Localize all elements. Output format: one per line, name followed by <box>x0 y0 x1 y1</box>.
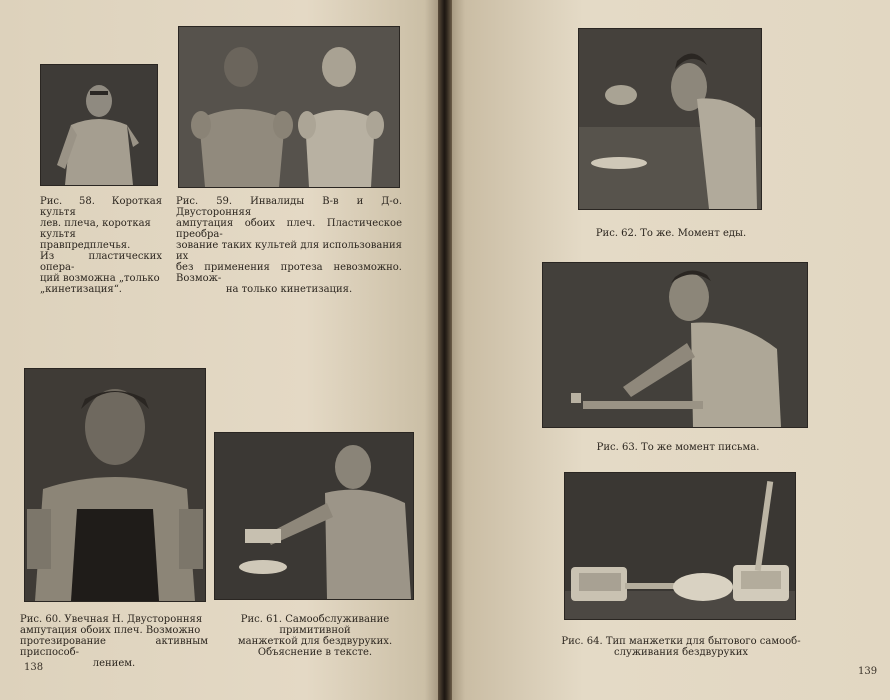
fig59-caption-line: без применения протеза невозможно. Возмож- <box>176 262 402 284</box>
fig61-caption-line: Объяснение в тексте. <box>257 647 373 658</box>
right-page-number: 139 <box>858 666 878 677</box>
fig58-caption-line: ций возможна „только <box>40 273 160 284</box>
fig60-caption-line: лением. <box>92 658 136 669</box>
fig59-caption <box>176 196 402 295</box>
fig61-caption <box>212 614 418 658</box>
fig60-caption-line: ампутация обоих плеч. Возможно <box>20 625 201 636</box>
fig59-caption-line: зование таких культей для использования их <box>176 240 402 262</box>
fig60-caption <box>20 614 208 669</box>
fig61-photo <box>214 432 414 600</box>
fig61-caption-line: манжеткой для бездвуруких. <box>237 636 393 647</box>
fig58-caption <box>40 196 162 295</box>
fig62-caption <box>578 228 764 239</box>
fig58-caption-line: лев. плеча, короткая <box>40 218 151 229</box>
book-gutter <box>438 0 452 700</box>
fig59-caption-line: ампутация обоих плеч. Пластическое преобра- <box>176 218 402 240</box>
fig58-photo <box>40 64 158 186</box>
fig64-photo <box>564 472 796 620</box>
fig63-caption <box>560 442 796 453</box>
fig58-caption-line: „кинетизация“. <box>40 284 122 295</box>
fig59-caption-line: Рис. 59. Инвалиды В-в и Д-о. Двусторонняя <box>176 196 402 218</box>
fig61-caption-line: Рис. 61. Самообслуживание примитивной <box>240 614 390 636</box>
fig58-caption-line: культя правпредплечья. <box>40 229 131 251</box>
fig64-caption <box>556 636 806 658</box>
fig62-photo <box>578 28 762 210</box>
fig59-caption-line: на только кинетизация. <box>225 284 353 295</box>
fig58-caption-line: Из пластических опера- <box>40 251 162 273</box>
fig64-caption-line: служивания бездвуруких <box>613 647 748 658</box>
fig60-photo <box>24 368 206 602</box>
left-page-number: 138 <box>24 662 44 673</box>
fig60-caption-line: протезирование активным приспособ- <box>20 636 208 658</box>
fig59-photo <box>178 26 400 188</box>
fig63-caption-line: Рис. 63. То же момент письма. <box>596 442 760 453</box>
fig64-caption-line: Рис. 64. Тип манжетки для бытового самооб- <box>561 636 801 647</box>
fig62-caption-line: Рис. 62. То же. Момент еды. <box>595 228 747 239</box>
fig60-caption-line: Рис. 60. Увечная Н. Двусторонняя <box>20 614 203 625</box>
fig63-photo <box>542 262 808 428</box>
fig58-caption-line: Рис. 58. Короткая культя <box>40 196 162 218</box>
